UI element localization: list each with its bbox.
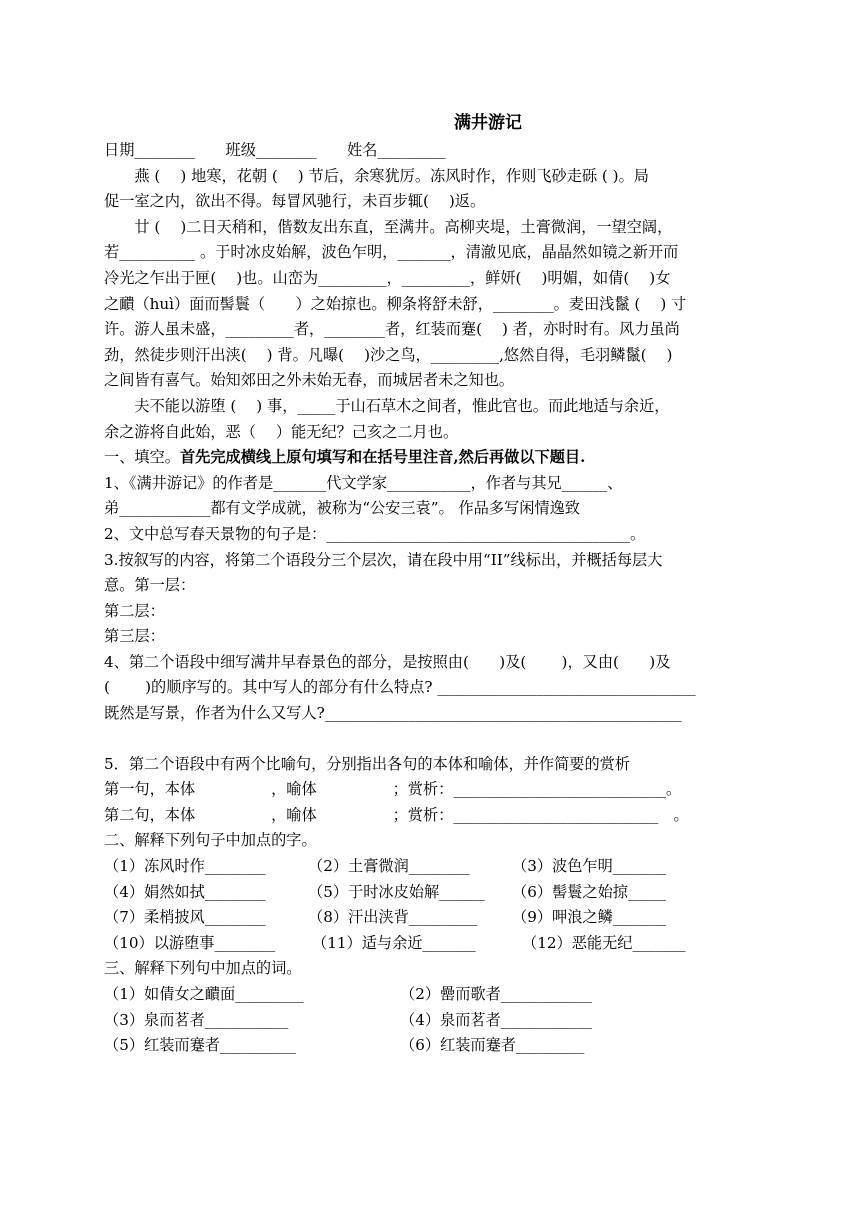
passage-line: 若__________ 。于时冰皮始解，波色乍明，_______，清澈见底，晶晶然如镜之新开而 bbox=[104, 243, 679, 262]
question-5-sentence-2: 第二句，本体 ，喻体 ；赏析：___________________________ 。 bbox=[104, 805, 689, 824]
list-item: （6）髻鬟之始掠_____ bbox=[512, 882, 666, 901]
passage-line: 冷光之乍出于匣( )也。山峦为_________，_________，鲜妍( )明媚，如倩( )女 bbox=[104, 268, 671, 287]
page-title: 满井游记 bbox=[454, 113, 522, 133]
section-2-row bbox=[104, 931, 758, 957]
question-1-cont: 弟____________都有文学成就，被称为“公安三袁”。 作品多写闲情逸致 bbox=[104, 499, 580, 518]
passage-line: 廿 ( )二日天稍和，偕数友出东直，至满井。高柳夹堤，土膏微润，一望空阔， bbox=[104, 217, 673, 236]
list-item: （4）娟然如拭________ bbox=[104, 882, 266, 901]
list-item: （5）红装而蹇者__________ bbox=[104, 1036, 296, 1055]
section-3-row bbox=[104, 1033, 758, 1059]
worksheet bbox=[104, 108, 758, 1059]
list-item: （8）汗出浃背_________ bbox=[308, 908, 478, 927]
question-5-sentence-1: 第一句，本体 ，喻体 ；赏析：____________________________。 bbox=[104, 780, 682, 799]
list-item: （11）适与余近_______ bbox=[312, 933, 476, 952]
section-2-row bbox=[104, 880, 758, 906]
student-info-line: 日期________ 班级________ 姓名_________ bbox=[104, 141, 446, 159]
passage-line: 之靧（huì）面而髻鬟（ ）之始掠也。柳条将舒未舒，________。麦田浅鬣 ( ) 寸 bbox=[104, 294, 687, 313]
section-2-row bbox=[104, 905, 758, 931]
passage-line: 许。游人虽未盛，_________者，________者，红装而蹇( ) 者，亦时时有。风力虽尚 bbox=[104, 320, 680, 339]
section-3-row bbox=[104, 982, 758, 1008]
section-1-title: 一、填空。 bbox=[104, 448, 180, 467]
section-2-row bbox=[104, 854, 758, 880]
section-3-row bbox=[104, 1008, 758, 1034]
list-item: （1）如倩女之靧面_________ bbox=[104, 985, 304, 1003]
section-1-heading bbox=[104, 445, 758, 471]
question-3-layer-2: 第二层： bbox=[104, 601, 165, 620]
list-item: （2）土膏微润________ bbox=[308, 857, 470, 876]
list-item: （6）红装而蹇者_________ bbox=[400, 1036, 585, 1055]
passage-line: 劲，然徒步则汗出浃( ) 背。凡曝( )沙之鸟，_________,悠然自得，毛羽鳞鬣( ) bbox=[104, 345, 673, 364]
question-3-layer-3: 第三层： bbox=[104, 627, 165, 646]
question-4-cont: ( )的顺序写的。其中写人的部分有什么特点? __________________________________ bbox=[104, 678, 696, 697]
list-item: （10）以游堕事________ bbox=[104, 933, 276, 952]
passage-line: 之间皆有喜气。始知郊田之外未始无春，而城居者未之知也。 bbox=[104, 371, 515, 390]
question-4: 4、第二个语段中细写满井早春景色的部分，是按照由( )及( )，又由( )及 bbox=[104, 652, 671, 671]
section-1-instruction: 首先完成横线上原句填写和在括号里注音,然后再做以下题目. bbox=[179, 448, 586, 467]
passage-line: 燕 ( ) 地寒，花朝 ( ) 节后，余寒犹厉。冻风时作，作则飞砂走砾 ( )。局 bbox=[104, 166, 649, 185]
question-3-layer-1: 意。第一层： bbox=[104, 576, 196, 595]
list-item: （12）恶能无纪_______ bbox=[522, 933, 686, 952]
list-item: （5）于时冰皮始解______ bbox=[308, 882, 485, 901]
list-item: （7）柔梢披风________ bbox=[104, 908, 266, 927]
passage-line: 促一室之内，欲出不得。每冒风驰行，未百步辄( )返。 bbox=[104, 192, 486, 211]
question-1: 1、《满井游记》的作者是_______代文学家___________，作者与其兄______、 bbox=[104, 473, 623, 492]
question-4-why: 既然是写景，作者为什么又写人?_______________________________________________ bbox=[104, 704, 682, 723]
passage-line: 余之游将自此始，恶（ ）能无纪？己亥之二月也。 bbox=[104, 422, 459, 441]
list-item: （9）呷浪之鳞_______ bbox=[512, 908, 666, 927]
section-3-title: 三、解释下列句中加点的词。 bbox=[104, 959, 302, 978]
question-5: 5．第二个语段中有两个比喻句，分别指出各句的本体和喻体，并作简要的赏析 bbox=[104, 754, 631, 773]
list-item: （3）泉而茗者___________ bbox=[104, 1010, 289, 1029]
list-item: （4）泉而茗者____________ bbox=[400, 1010, 592, 1029]
passage bbox=[104, 164, 758, 446]
passage-line: 夫不能以游堕 ( ) 事，_____于山石草木之间者，惟此官也。而此地适与余近， bbox=[104, 396, 670, 415]
list-item: （1）冻风时作________ bbox=[104, 857, 266, 876]
list-item: （2）罍而歌者____________ bbox=[400, 985, 592, 1003]
list-item: （3）波色乍明_______ bbox=[512, 857, 666, 876]
question-3: 3.按叙写的内容，将第二个语段分三个层次，请在段中用“II”线标出，并概括每层大 bbox=[104, 550, 663, 569]
question-2: 2、文中总写春天景物的句子是：________________________________________。 bbox=[104, 524, 646, 543]
section-2-title: 二、解释下列句子中加点的字。 bbox=[104, 831, 317, 850]
